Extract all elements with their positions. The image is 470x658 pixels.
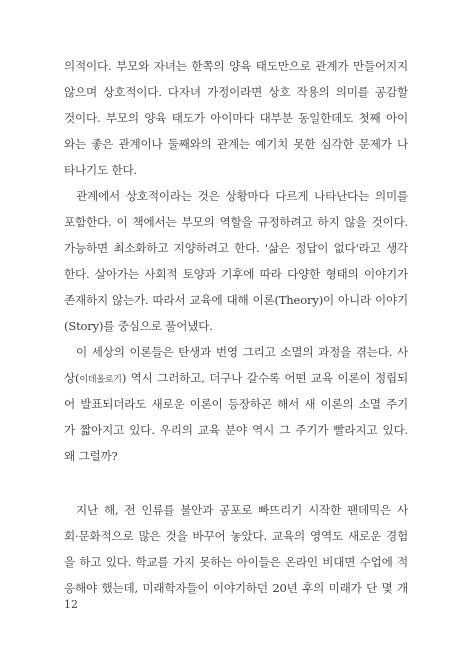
text-line: 것이다. 부모의 양육 태도가 아이마다 대부분 동일한데도 첫째 아이 [64,111,408,125]
text-line: 왜 그럴까? [64,449,118,463]
text-line: 가능하면 최소화하고 지양하려고 한다. '삶은 정답이 없다'라고 생각 [64,241,408,255]
text-line: 한다. 살아가는 사회적 토양과 기후에 따라 다양한 형태의 이야기가 [64,267,408,281]
text-line: 회·문화적으로 많은 것을 바꾸어 놓았다. 교육의 영역도 새로운 경험 [64,529,408,543]
text-line: 가 짧아지고 있다. 우리의 교육 분야 역시 그 주기가 빨라지고 있다. [64,423,408,437]
text-line [64,368,408,390]
text-line: 않으며 상호적이다. 다자녀 가정이라면 상호 작용의 의미를 공감할 [64,85,408,99]
text-line: 타나기도 한다. [64,163,137,177]
text-line: 관계에서 상호적이라는 것은 상황마다 다르게 나타난다는 의미를 [76,189,408,203]
text-line: 의적이다. 부모와 자녀는 한쪽의 양육 태도만으로 관계가 만들어지지 [64,59,408,73]
text-line: 이 세상의 이론들은 탄생과 번영 그리고 소멸의 과정을 겪는다. 사 [76,345,408,359]
text-line: 어 발표되더라도 새로운 이론이 등장하곤 해서 새 이론의 소멸 주기 [64,397,408,411]
text-segment-small: 이데올로기 [79,375,122,385]
text-line: (Story)를 중심으로 풀어냈다. [64,319,213,333]
text-line: 응해야 했는데, 미래학자들이 이야기하던 20년 후의 미래가 단 몇 개 [64,581,408,595]
text-line: 포함한다. 이 책에서는 부모의 역할을 규정하려고 하지 않을 것이다. [64,215,408,229]
page-number: 12 [64,598,78,611]
text-segment: 상( [64,371,80,385]
text-line: 와는 좋은 관계이나 둘째와의 관계는 예기치 못한 심각한 문제가 나 [64,137,408,151]
text-segment: ) 역시 그러하고, 더구나 갈수록 어떤 교육 이론이 정립되 [121,371,408,385]
text-line: 존재하지 않는가. 따라서 교육에 대해 이론(Theory)이 아니라 이야기 [64,293,408,307]
text-line: 지난 해, 전 인류를 불안과 공포로 빠뜨리기 시작한 팬데믹은 사 [76,503,408,517]
text-line: 을 하고 있다. 학교를 가지 못하는 아이들은 온라인 비대면 수업에 적 [64,555,408,569]
